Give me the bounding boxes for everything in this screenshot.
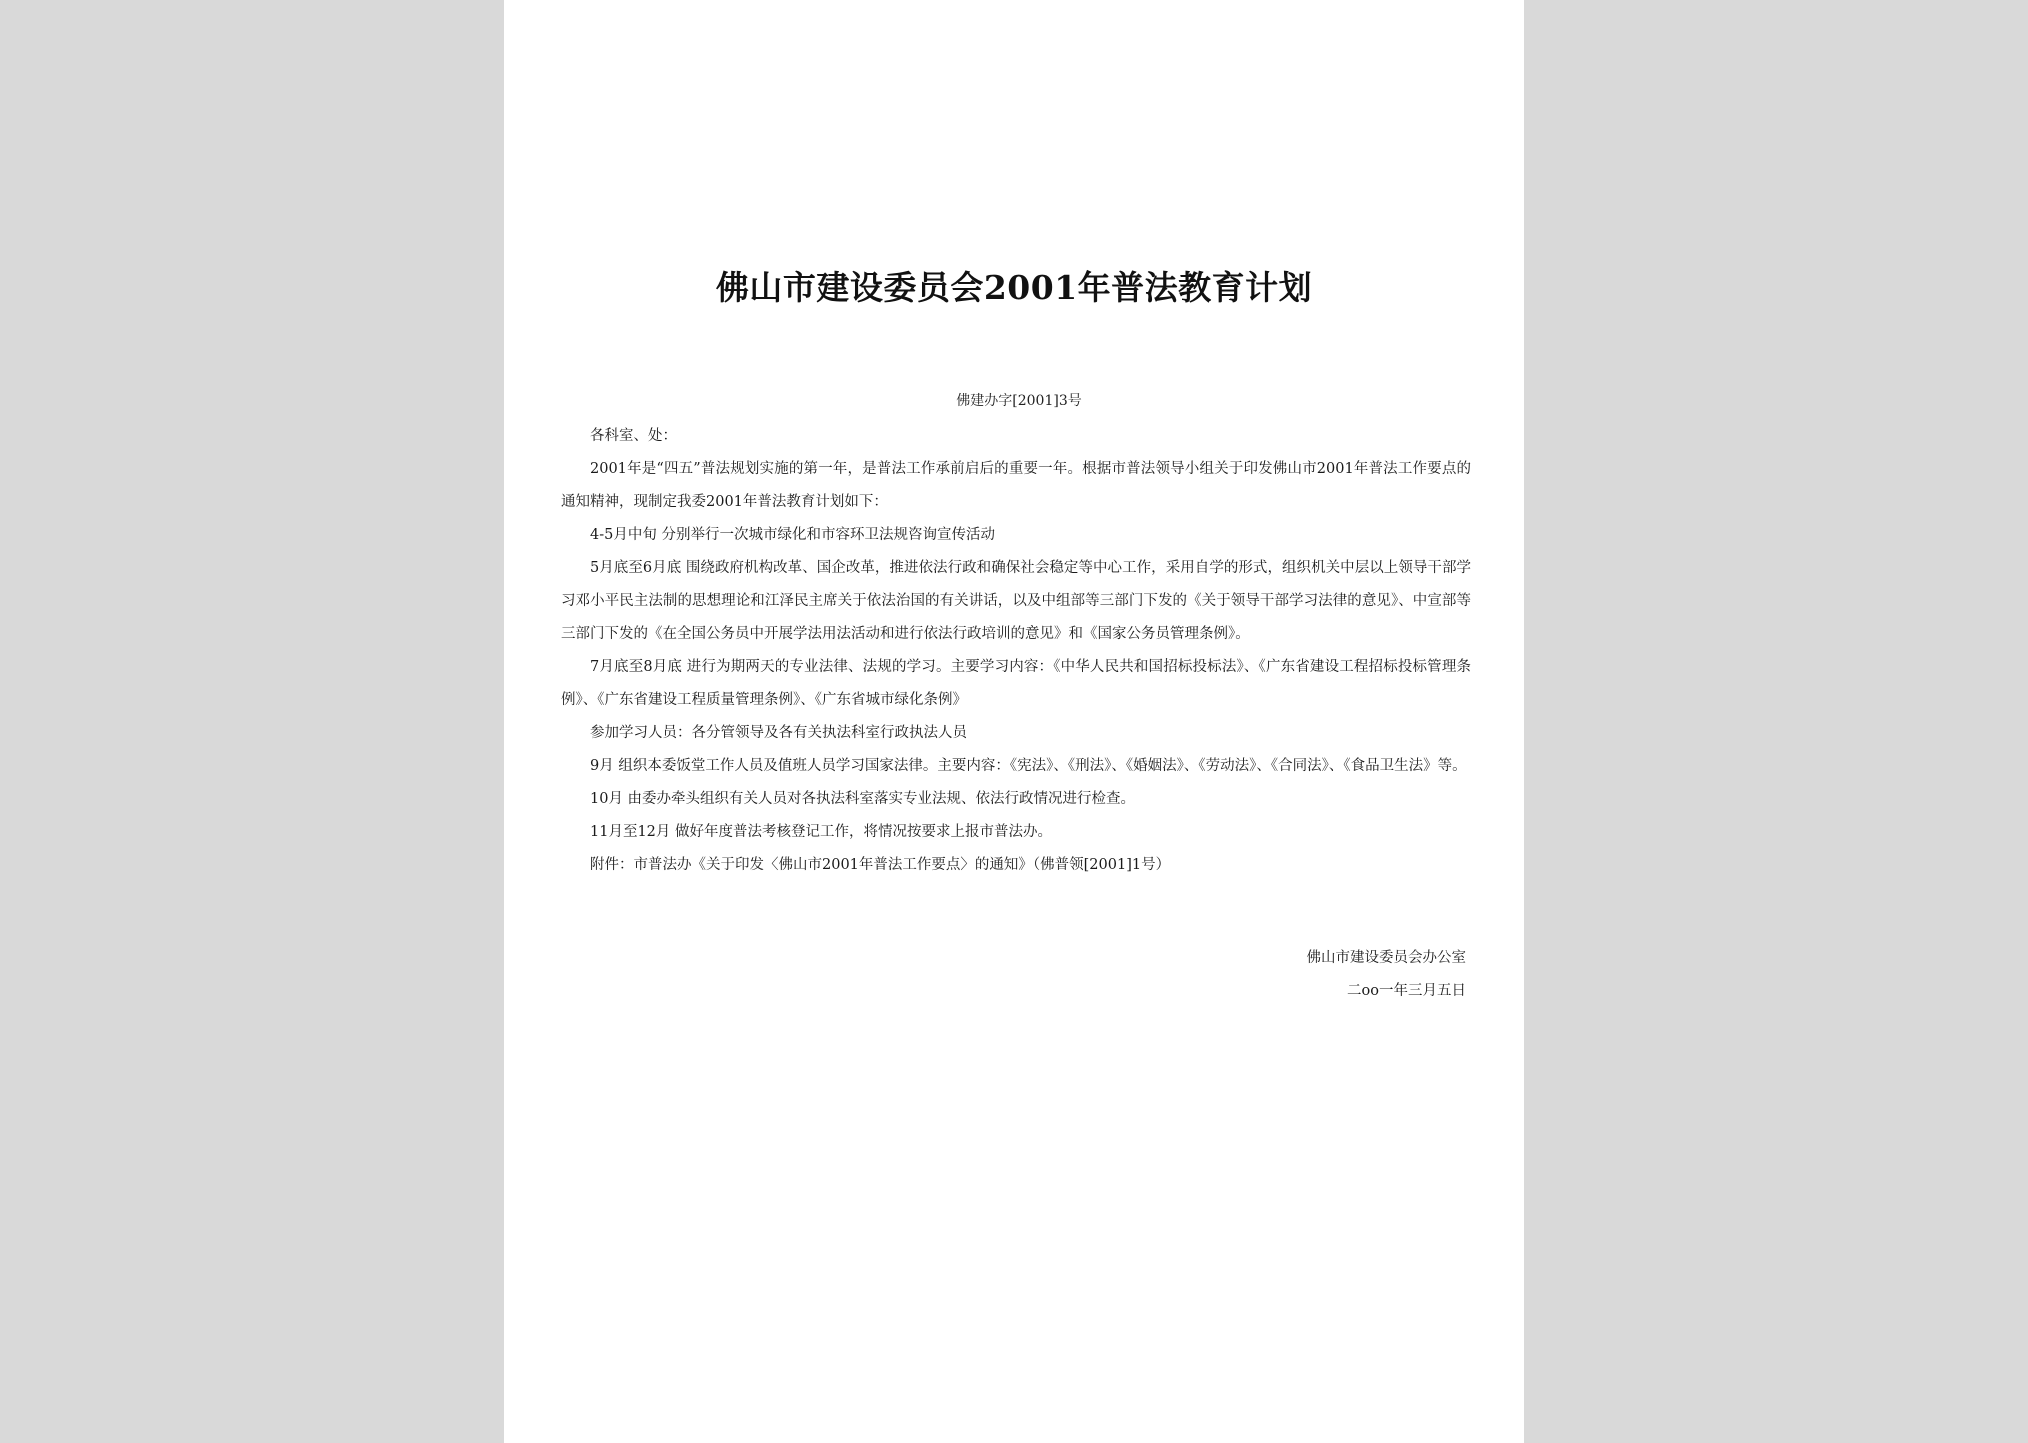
signature-organization: 佛山市建设委员会办公室	[1306, 950, 1466, 966]
paragraph: 5月底至6月底 围绕政府机构改革、国企改革，推进依法行政和确保社会稳定等中心工作，采用自学的形式，组织机关中层以上领导干部学习邓小平民主法制的思想理论和江泽民主席关于依法治国的有关讲话，以及中组部等三部门下发的《关于领导干部学习法律的意见》、中宣部等三部门下发的《在全国公务员中开展学法用法活动和进行依法行政培训的意见》和《国家公务员管理条例》。	[561, 560, 1471, 642]
attachment-note: 附件：市普法办《关于印发〈佛山市2001年普法工作要点〉的通知》（佛普领[2001]1号）	[590, 857, 1171, 873]
signature-date: 二oo一年三月五日	[1347, 983, 1466, 999]
document-body	[561, 420, 1471, 882]
paragraph: 参加学习人员：各分管领导及各有关执法科室行政执法人员	[590, 725, 967, 741]
paragraph: 9月 组织本委饭堂工作人员及值班人员学习国家法律。主要内容：《宪法》、《刑法》、《婚姻法》、《劳动法》、《合同法》、《食品卫生法》等。	[590, 758, 1467, 774]
signature-block	[1307, 942, 1467, 1008]
paragraph: 4-5月中旬 分别举行一次城市绿化和市容环卫法规咨询宣传活动	[590, 527, 995, 543]
paragraph: 10月 由委办牵头组织有关人员对各执法科室落实专业法规、依法行政情况进行检查。	[590, 791, 1136, 807]
document-title: 佛山市建设委员会2001年普法教育计划	[715, 268, 1313, 307]
document-number: 佛建办字[2001]3号	[956, 393, 1082, 409]
paragraph: 11月至12月 做好年度普法考核登记工作，将情况按要求上报市普法办。	[590, 824, 1053, 840]
paragraph: 2001年是“四五”普法规划实施的第一年，是普法工作承前启后的重要一年。根据市普法领导小组关于印发佛山市2001年普法工作要点的通知精神，现制定我委2001年普法教育计划如下：	[561, 461, 1471, 510]
document-page	[504, 0, 1524, 1443]
salutation: 各科室、处：	[590, 428, 677, 444]
paragraph: 7月底至8月底 进行为期两天的专业法律、法规的学习。主要学习内容：《中华人民共和国招标投标法》、《广东省建设工程招标投标管理条例》、《广东省建设工程质量管理条例》、《广东省城市绿化条例》	[561, 659, 1471, 708]
